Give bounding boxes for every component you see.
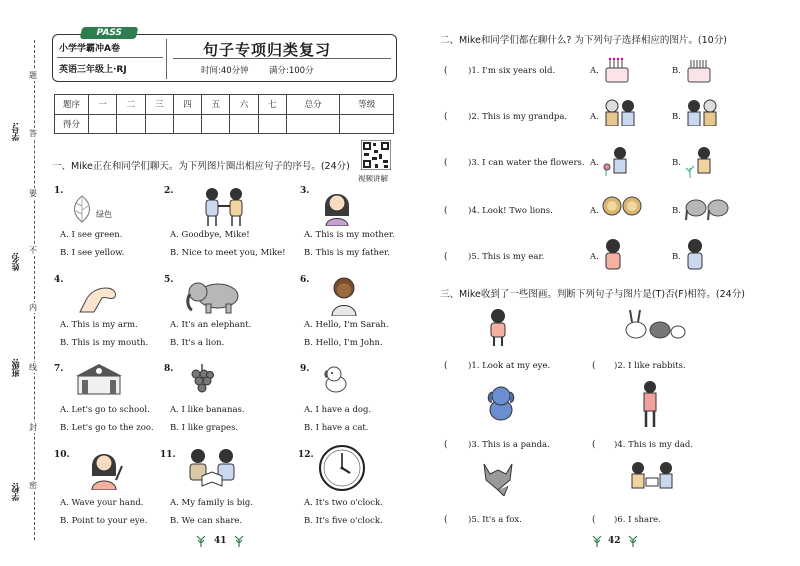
option-a[interactable]: A. Let's go to school. (60, 405, 150, 415)
header-box (52, 28, 397, 82)
sharing-book-icon (184, 446, 240, 490)
sentence: )4. This is my dad. (614, 440, 694, 450)
elephant-icon (184, 280, 242, 314)
answer-paren[interactable]: ( (592, 440, 596, 450)
answer-paren[interactable]: ( (444, 112, 448, 122)
question-number: 8. (164, 364, 174, 374)
mother-icon (320, 186, 354, 226)
option-a[interactable]: A. This is my mother. (304, 230, 395, 240)
tree-ornament-icon (590, 534, 604, 548)
watering-icon (684, 146, 714, 180)
option-b[interactable]: B. I like grapes. (170, 423, 239, 433)
question-number: 1. (54, 186, 64, 196)
seal-char: 题 (29, 71, 37, 80)
answer-paren[interactable]: ( (444, 66, 448, 76)
elephants-icon (684, 196, 730, 222)
sentence: )5. It's a fox. (468, 515, 522, 525)
seal-char: 内 (29, 303, 37, 312)
option-b[interactable]: B. Nice to meet you, Mike! (170, 248, 286, 258)
sentence: )2. This is my grandpa. (468, 112, 568, 122)
grandpa-icon (602, 98, 638, 126)
page-number: 42 (608, 536, 621, 546)
answer-paren[interactable]: ( (444, 515, 448, 525)
header-divider (57, 57, 163, 58)
table-cell: 四 (173, 95, 201, 115)
sentence: )5. This is my ear. (468, 252, 545, 262)
tree-ornament-icon (626, 534, 640, 548)
score-cell[interactable] (340, 114, 394, 134)
binding-margin (8, 40, 48, 540)
section2-title: 二、Mike和同学们都在聊什么? 为下列句子选择相应的图片。(10分) (440, 35, 727, 46)
answer-paren[interactable]: ( (592, 361, 596, 371)
option-a[interactable]: A. Hello, I'm Sarah. (304, 320, 389, 330)
grandpa-icon (684, 98, 720, 126)
option-b[interactable]: B. It's five o'clock. (304, 516, 383, 526)
fox-icon (478, 460, 518, 496)
seal-line (34, 40, 35, 540)
score-cell[interactable] (89, 114, 117, 134)
option-b[interactable]: B. Point to your eye. (60, 516, 148, 526)
series-name: 小学学霸冲A卷 (59, 44, 120, 54)
choice-b[interactable]: B. (672, 112, 681, 122)
choice-a[interactable]: A. (590, 66, 599, 76)
table-cell: 二 (117, 95, 145, 115)
header-divider (173, 58, 391, 59)
option-a[interactable]: A. I have a dog. (304, 405, 372, 415)
score-cell[interactable] (202, 114, 230, 134)
sentence: )3. This is a panda. (468, 440, 550, 450)
choice-a[interactable]: A. (590, 252, 599, 262)
rabbits-icon (622, 306, 686, 342)
header-divider (166, 39, 167, 79)
qr-code-icon[interactable] (361, 140, 391, 170)
score-table (54, 94, 394, 134)
score-cell[interactable] (117, 114, 145, 134)
choice-b[interactable]: B. (672, 158, 681, 168)
score-cell[interactable] (145, 114, 173, 134)
table-row (55, 95, 394, 115)
question-number: 9. (300, 364, 310, 374)
option-b[interactable]: B. This is my father. (304, 248, 390, 258)
question-number: 2. (164, 186, 174, 196)
clock-icon (318, 444, 366, 492)
table-row (55, 114, 394, 134)
option-a[interactable]: A. It's two o'clock. (304, 498, 383, 508)
table-cell: 等级 (340, 95, 394, 115)
zoo-gate-icon (74, 362, 124, 398)
option-b[interactable]: B. I have a cat. (304, 423, 369, 433)
question-number: 3. (300, 186, 310, 196)
dog-icon (320, 364, 350, 396)
edition-label: 英语三年级上·RJ (59, 65, 127, 75)
ear-pointing-icon (684, 238, 706, 270)
seal-char: 要 (29, 189, 37, 198)
score-cell[interactable] (258, 114, 286, 134)
option-a[interactable]: A. I like bananas. (170, 405, 245, 415)
leaf-icon (68, 194, 96, 224)
student-id-label: 学号: (11, 122, 20, 142)
option-b[interactable]: B. It's a lion. (170, 338, 225, 348)
grapes-icon (188, 362, 216, 398)
seal-char: 答 (29, 129, 37, 138)
full-score-label: 满分:100分 (269, 66, 314, 76)
option-b[interactable]: B. This is my mouth. (60, 338, 149, 348)
option-a[interactable]: A. Goodbye, Mike! (170, 230, 250, 240)
boy-icon (328, 276, 360, 316)
sentence: )1. I'm six years old. (468, 66, 556, 76)
leaf-label: 绿色 (96, 210, 112, 219)
choice-b[interactable]: B. (672, 252, 681, 262)
birthday-cake-icon (684, 54, 714, 84)
qr-caption: 视频讲解 (358, 174, 388, 183)
birthday-cake-icon (602, 54, 632, 84)
table-cell: 六 (230, 95, 258, 115)
school-label: 学校: (11, 482, 20, 502)
option-a[interactable]: A. It's an elephant. (170, 320, 252, 330)
option-b[interactable]: B. Let's go to the zoo. (60, 423, 154, 433)
page-number: 41 (214, 536, 227, 546)
section3-title: 三、Mike收到了一些图画。判断下列句子与图片是(T)否(F)相符。(24分) (440, 289, 745, 300)
answer-paren[interactable]: ( (444, 440, 448, 450)
table-cell: 一 (89, 95, 117, 115)
sentence: )4. Look! Two lions. (468, 206, 553, 216)
score-cell[interactable] (173, 114, 201, 134)
seal-char: 密 (29, 481, 37, 490)
sharing-kids-icon (628, 460, 676, 496)
table-cell: 五 (202, 95, 230, 115)
arm-icon (76, 280, 122, 316)
seal-char: 封 (29, 423, 37, 432)
waving-girl-icon (84, 446, 124, 490)
section1-title: 一、Mike正在和同学们聊天。为下列图片圈出相应句子的序号。(24分) (52, 161, 350, 172)
question-number: 5. (164, 275, 174, 285)
tree-ornament-icon (194, 534, 208, 548)
question-number: 11. (160, 450, 176, 460)
seal-char: 不 (29, 246, 37, 255)
table-cell: 总分 (286, 95, 340, 115)
table-cell: 题序 (55, 95, 89, 115)
option-b[interactable]: B. Hello, I'm John. (304, 338, 383, 348)
choice-a[interactable]: A. (590, 112, 599, 122)
option-b[interactable]: B. I see yellow. (60, 248, 125, 258)
option-a[interactable]: A. This is my arm. (60, 320, 138, 330)
option-a[interactable]: A. Wave your hand. (60, 498, 144, 508)
dad-icon (640, 380, 660, 428)
score-cell[interactable] (286, 114, 340, 134)
question-number: 12. (298, 450, 314, 460)
choice-a[interactable]: A. (590, 206, 599, 216)
question-number: 6. (300, 275, 310, 285)
sentence: )2. I like rabbits. (614, 361, 686, 371)
sentence: )3. I can water the flowers. (468, 158, 585, 168)
time-label: 时间:40分钟 (201, 66, 249, 76)
answer-paren[interactable]: ( (444, 206, 448, 216)
choice-b[interactable]: B. (672, 206, 681, 216)
choice-a[interactable]: A. (590, 158, 599, 168)
page-title: 句子专项归类复习 (203, 41, 332, 59)
tree-ornament-icon (232, 534, 246, 548)
pass-badge: PASS (80, 27, 139, 39)
answer-paren[interactable]: ( (444, 252, 448, 262)
seal-char: 线 (29, 363, 37, 372)
sentence: )1. Look at my eye. (468, 361, 551, 371)
answer-paren[interactable]: ( (444, 361, 448, 371)
answer-paren[interactable]: ( (592, 515, 596, 525)
watering-icon (602, 146, 632, 180)
question-number: 7. (54, 364, 64, 374)
table-cell: 七 (258, 95, 286, 115)
option-a[interactable]: A. I see green. (60, 230, 123, 240)
sentence: )6. I share. (614, 515, 661, 525)
choice-b[interactable]: B. (672, 66, 681, 76)
lions-icon (602, 194, 642, 222)
score-cell[interactable] (230, 114, 258, 134)
ear-pointing-icon (602, 238, 624, 270)
answer-paren[interactable]: ( (444, 158, 448, 168)
question-number: 4. (54, 275, 64, 285)
handshake-icon (198, 186, 250, 226)
option-a[interactable]: A. My family is big. (170, 498, 254, 508)
boy-eye-icon (486, 308, 510, 346)
class-label: 班级: (11, 358, 20, 378)
table-cell: 得分 (55, 114, 89, 134)
blue-dog-icon (484, 384, 518, 424)
question-number: 10. (54, 450, 70, 460)
table-cell: 三 (145, 95, 173, 115)
name-label: 姓名: (11, 252, 20, 272)
option-b[interactable]: B. We can share. (170, 516, 243, 526)
